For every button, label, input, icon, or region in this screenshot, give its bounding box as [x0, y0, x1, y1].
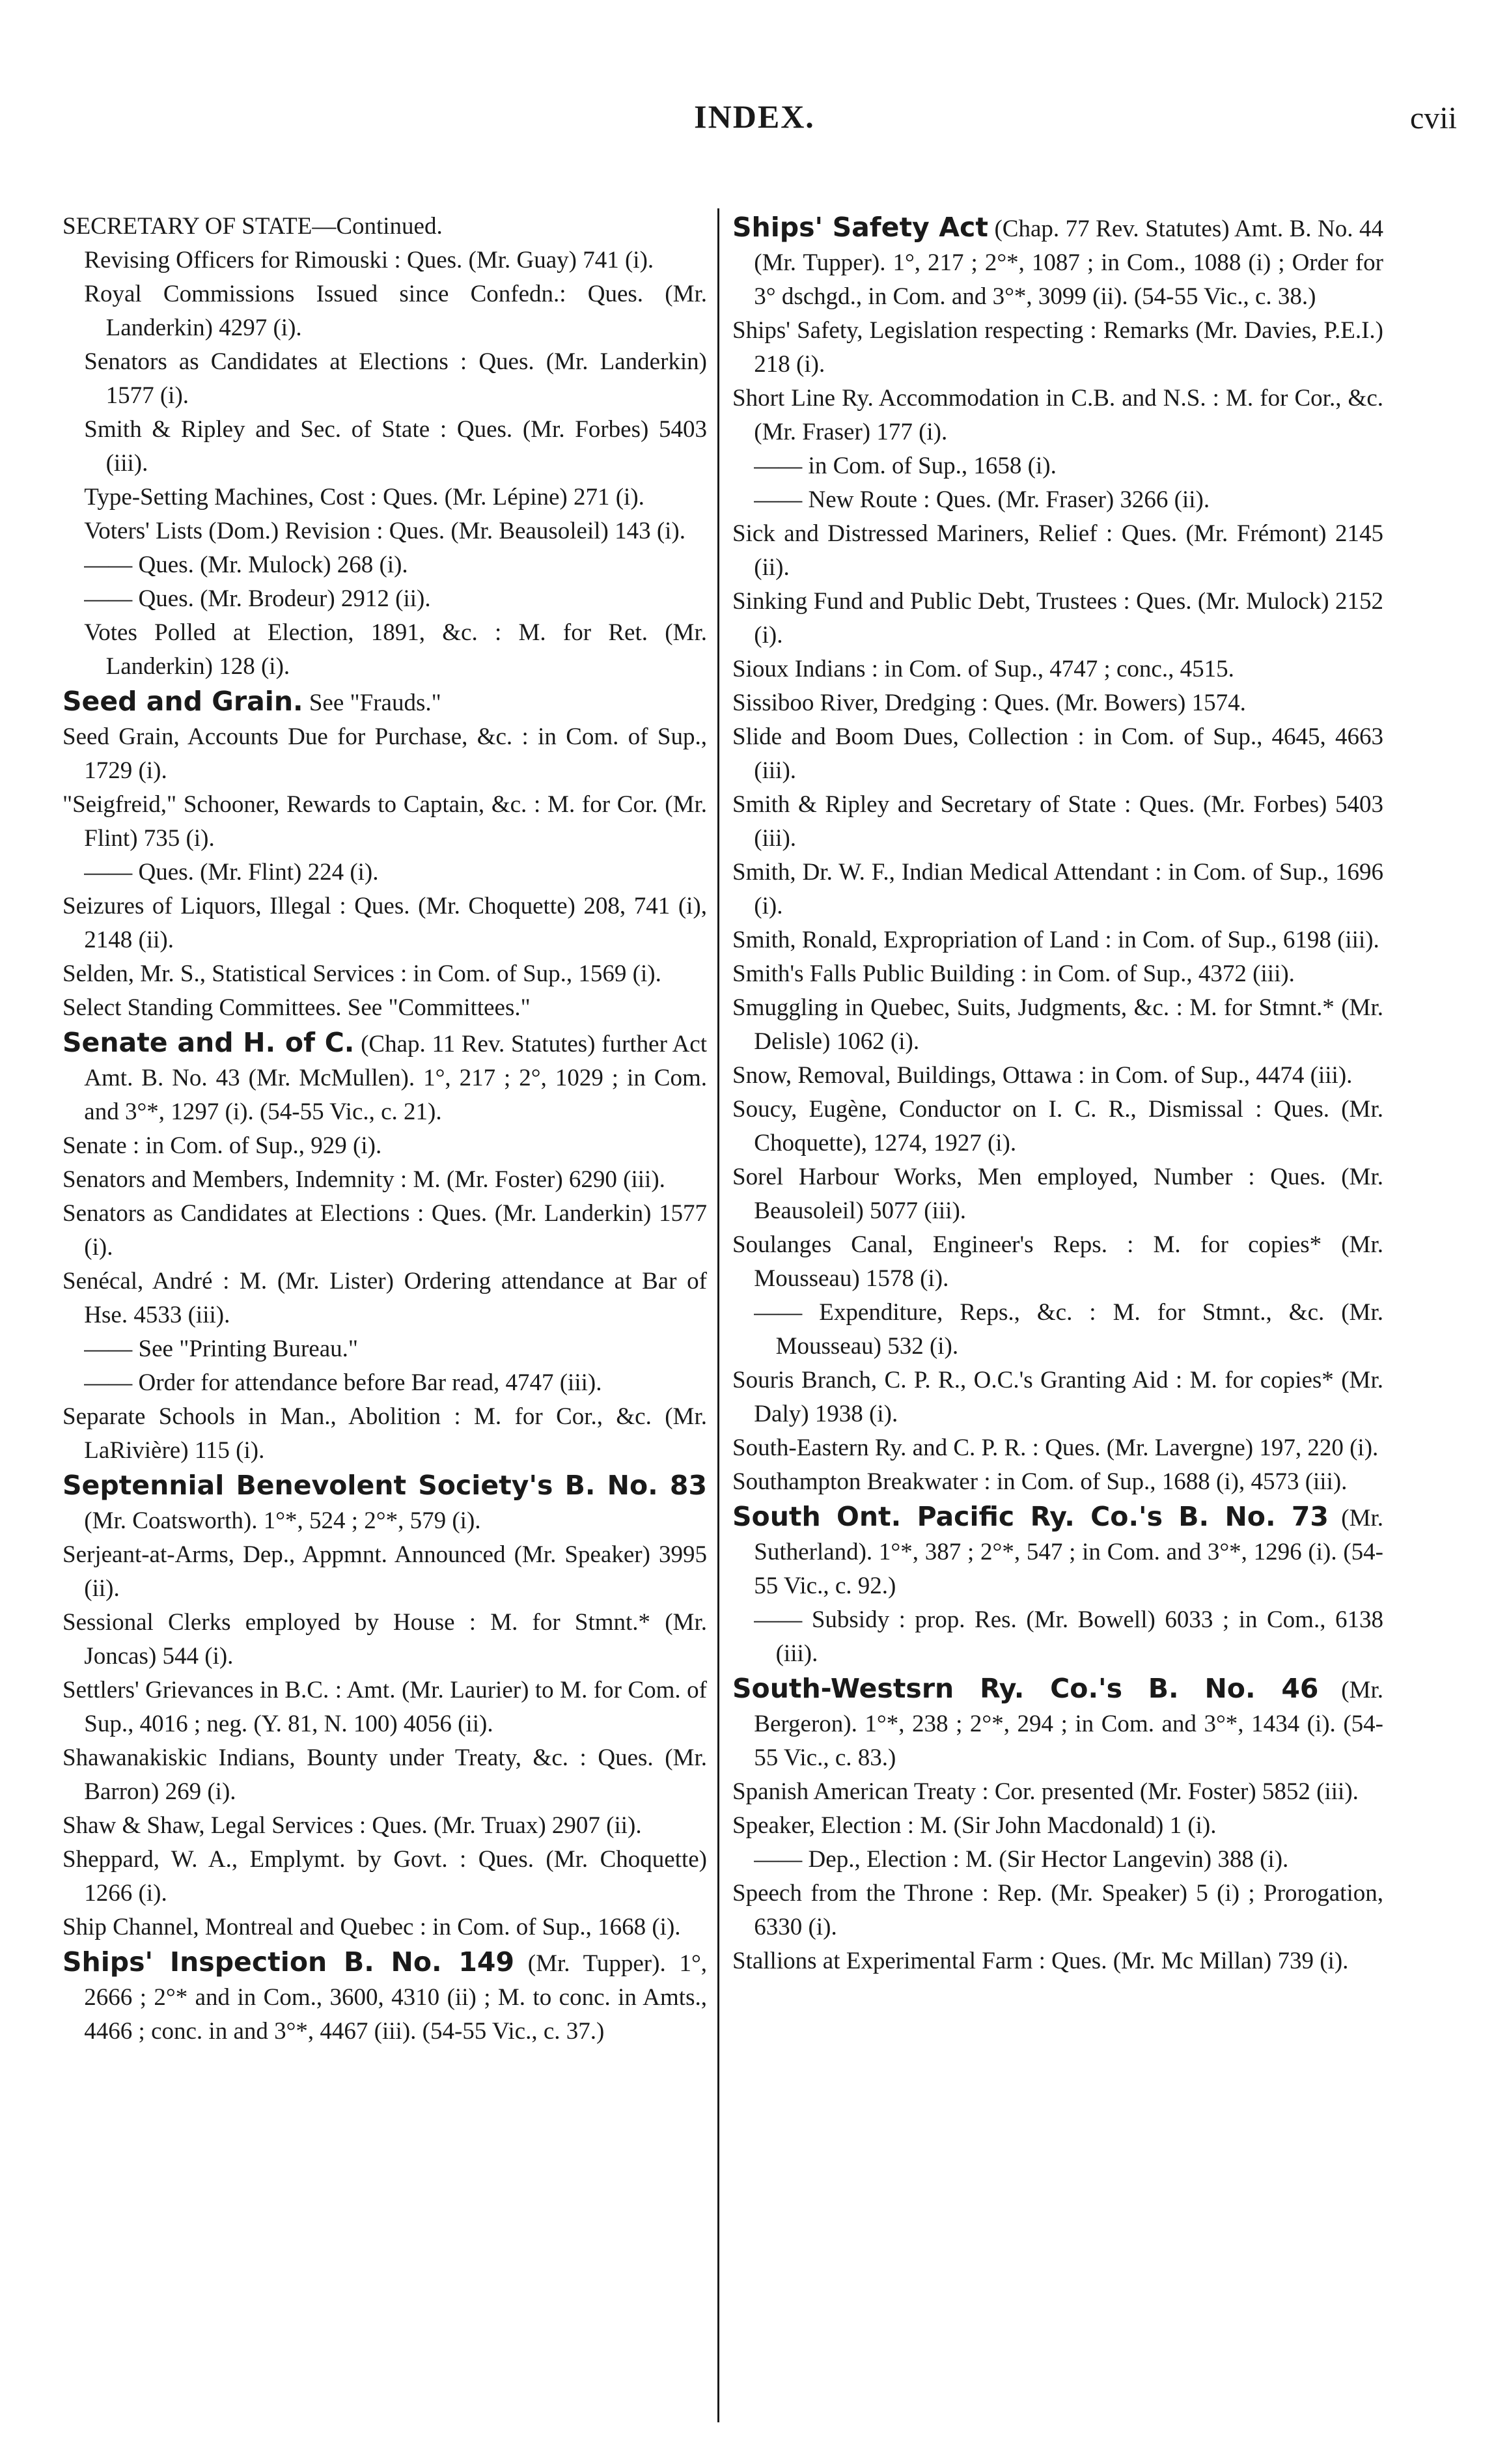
entry-text: Speaker, Election : M. (Sir John Macdonald) 1 (i).: [732, 1812, 1217, 1839]
index-entry: [84, 277, 707, 345]
index-entry: [84, 481, 707, 514]
index-entry: [732, 957, 1383, 991]
index-entry: [62, 1606, 707, 1673]
page-title: INDEX.: [694, 98, 815, 135]
entry-heading: Seed and Grain.: [62, 686, 303, 717]
index-entry: [732, 720, 1383, 788]
entry-text: "Seigfreid," Schooner, Rewards to Captain, &c. : M. for Cor. (Mr. Flint) 735 (i).: [62, 791, 707, 852]
entry-text: Smith, Ronald, Expropriation of Land : in Com. of Sup., 6198 (iii).: [732, 927, 1379, 953]
entry-text: —— Ques. (Mr. Flint) 224 (i).: [84, 859, 379, 886]
index-entry: [732, 517, 1383, 585]
entry-text: Sessional Clerks employed by House : M. for Stmnt.* (Mr. Joncas) 544 (i).: [62, 1609, 707, 1670]
index-entry: [732, 382, 1383, 449]
page-header: [0, 98, 1509, 150]
index-entry: [754, 1843, 1383, 1877]
entry-text: Spanish American Treaty : Cor. presented (Mr. Foster) 5852 (iii).: [732, 1778, 1359, 1805]
entry-heading: Senate and H. of C.: [62, 1027, 355, 1058]
entry-text: —— Ques. (Mr. Mulock) 268 (i).: [84, 552, 408, 578]
entry-text: SECRETARY OF STATE—Continued.: [62, 213, 443, 240]
index-entry: [732, 788, 1383, 856]
entry-text: Snow, Removal, Buildings, Ottawa : in Com. of Sup., 4474 (iii).: [732, 1062, 1353, 1089]
entry-text: Separate Schools in Man., Abolition : M. for Cor., &c. (Mr. LaRivière) 115 (i).: [62, 1403, 707, 1464]
entry-text: Sissiboo River, Dredging : Ques. (Mr. Bowers) 1574.: [732, 690, 1246, 716]
index-entry: [732, 585, 1383, 652]
entry-text: Soucy, Eugène, Conductor on I. C. R., Dismissal : Ques. (Mr. Choquette), 1274, 1927 (i).: [732, 1096, 1383, 1156]
index-column-left: [62, 210, 707, 2049]
entry-text: Slide and Boom Dues, Collection : in Com. of Sup., 4645, 4663 (iii).: [732, 723, 1383, 784]
entry-text: Sick and Distressed Mariners, Relief : Ques. (Mr. Frémont) 2145 (ii).: [732, 520, 1383, 581]
index-entry: [62, 720, 707, 788]
entry-text: Selden, Mr. S., Statistical Services : in Com. of Sup., 1569 (i).: [62, 960, 661, 987]
index-entry: [732, 1364, 1383, 1431]
entry-text: Senécal, André : M. (Mr. Lister) Ordering attendance at Bar of Hse. 4533 (iii).: [62, 1268, 707, 1328]
index-entry: [732, 1944, 1383, 1978]
entry-text: —— Order for attendance before Bar read, 4747 (iii).: [84, 1369, 602, 1396]
index-entry: [62, 991, 707, 1025]
entry-text: (Mr. Coatsworth). 1°*, 524 ; 2°*, 579 (i).: [84, 1507, 481, 1534]
page-number: cvii: [1410, 101, 1457, 135]
index-entry: [84, 244, 707, 277]
entry-heading: Ships' Inspection B. No. 149: [62, 1946, 514, 1978]
entry-text: Sorel Harbour Works, Men employed, Number : Ques. (Mr. Beausoleil) 5077 (iii).: [732, 1164, 1383, 1224]
index-entry: [84, 413, 707, 481]
index-entry: [62, 1163, 707, 1197]
entry-text: (Chap. 11 Rev. Statutes) further Act Amt. B. No. 43 (Mr. McMullen). 1°, 217 ; 2°, 1029 ; in Com. and 3°*, 1297 (i). (54-55 Vic., c. 21).: [84, 1031, 707, 1125]
entry-text: Smith & Ripley and Secretary of State : Ques. (Mr. Forbes) 5403 (iii).: [732, 791, 1383, 852]
index-entry: [84, 1332, 707, 1366]
index-entry: [62, 1265, 707, 1332]
index-entry: [62, 1944, 707, 2049]
entry-heading: Septennial Benevolent Society's B. No. 83: [62, 1470, 707, 1501]
entry-text: —— in Com. of Sup., 1658 (i).: [754, 453, 1057, 479]
entry-text: Smuggling in Quebec, Suits, Judgments, &c. : M. for Stmnt.* (Mr. Delisle) 1062 (i).: [732, 994, 1383, 1055]
index-entry: [732, 686, 1383, 720]
index-entry: [62, 1025, 707, 1129]
entry-text: Votes Polled at Election, 1891, &c. : M. for Ret. (Mr. Landerkin) 128 (i).: [84, 619, 707, 680]
index-entry: [754, 1296, 1383, 1364]
entry-text: Southampton Breakwater : in Com. of Sup., 1688 (i), 4573 (iii).: [732, 1468, 1348, 1495]
entry-text: Short Line Ry. Accommodation in C.B. and N.S. : M. for Cor., &c. (Mr. Fraser) 177 (i).: [732, 385, 1383, 445]
index-entry: [732, 1160, 1383, 1228]
index-entry: [62, 1129, 707, 1163]
index-entry: [732, 210, 1383, 314]
index-entry: [84, 514, 707, 548]
entry-text: Ships' Safety, Legislation respecting : Remarks (Mr. Davies, P.E.I.) 218 (i).: [732, 317, 1383, 378]
entry-text: Seizures of Liquors, Illegal : Ques. (Mr. Choquette) 208, 741 (i), 2148 (ii).: [62, 893, 707, 953]
entry-text: —— Expenditure, Reps., &c. : M. for Stmnt., &c. (Mr. Mousseau) 532 (i).: [754, 1299, 1383, 1360]
entry-text: Shaw & Shaw, Legal Services : Ques. (Mr. Truax) 2907 (ii).: [62, 1812, 642, 1839]
entry-text: Select Standing Committees. See "Committees.": [62, 994, 531, 1021]
index-entry: [732, 652, 1383, 686]
entry-text: Settlers' Grievances in B.C. : Amt. (Mr. Laurier) to M. for Com. of Sup., 4016 ; neg. (Y. 81, N. 100) 4056 (ii).: [62, 1677, 707, 1737]
index-entry: [732, 1465, 1383, 1499]
index-entry: [732, 1059, 1383, 1093]
entry-text: Shawanakiskic Indians, Bounty under Treaty, &c. : Ques. (Mr. Barron) 269 (i).: [62, 1744, 707, 1805]
index-entry: [732, 1499, 1383, 1603]
entry-text: (Chap. 77 Rev. Statutes) Amt. B. No. 44 (Mr. Tupper). 1°, 217 ; 2°*, 1087 ; in Com., 1088 (i) ; Order for 3° dschgd., in Com. and 3°*, 3099 (ii). (54-55 Vic., c. 38.): [754, 216, 1383, 310]
index-entry: [732, 1809, 1383, 1843]
index-entry: [732, 1431, 1383, 1465]
entry-text: (Mr. Sutherland). 1°*, 387 ; 2°*, 547 ; in Com. and 3°*, 1296 (i). (54-55 Vic., c. 92.): [754, 1505, 1384, 1599]
index-entry: [84, 582, 707, 616]
index-entry: [732, 1093, 1383, 1160]
entry-heading: South-Westsrn Ry. Co.'s B. No. 46: [732, 1673, 1319, 1704]
index-entry: [62, 1197, 707, 1265]
entry-text: Soulanges Canal, Engineer's Reps. : M. for copies* (Mr. Mousseau) 1578 (i).: [732, 1231, 1383, 1292]
entry-text: Senate : in Com. of Sup., 929 (i).: [62, 1132, 382, 1159]
entry-text: Royal Commissions Issued since Confedn.: Ques. (Mr. Landerkin) 4297 (i).: [84, 281, 707, 341]
entry-heading: Ships' Safety Act: [732, 212, 988, 243]
index-entry: [62, 1538, 707, 1606]
index-entry: [732, 1775, 1383, 1809]
index-entry: [732, 923, 1383, 957]
index-entry: [732, 991, 1383, 1059]
entry-text: —— Ques. (Mr. Brodeur) 2912 (ii).: [84, 585, 431, 612]
column-divider: [717, 208, 719, 2422]
index-entry: [84, 856, 707, 889]
index-entry: [754, 1603, 1383, 1671]
index-entry: [62, 889, 707, 957]
entry-text: Sioux Indians : in Com. of Sup., 4747 ; conc., 4515.: [732, 656, 1234, 682]
entry-text: Serjeant-at-Arms, Dep., Appmnt. Announced (Mr. Speaker) 3995 (ii).: [62, 1541, 707, 1602]
entry-text: Stallions at Experimental Farm : Ques. (Mr. Mc Millan) 739 (i).: [732, 1948, 1349, 1974]
index-entry: [754, 449, 1383, 483]
entry-text: Senators as Candidates at Elections : Ques. (Mr. Landerkin) 1577 (i).: [84, 348, 707, 409]
index-entry: [732, 314, 1383, 382]
index-entry: [62, 1911, 707, 1944]
index-entry: [62, 1468, 707, 1538]
entry-text: Senators as Candidates at Elections : Ques. (Mr. Landerkin) 1577 (i).: [62, 1200, 707, 1261]
index-entry: [84, 616, 707, 684]
index-entry: [84, 345, 707, 413]
entry-text: —— Subsidy : prop. Res. (Mr. Bowell) 6033 ; in Com., 6138 (iii).: [754, 1606, 1383, 1667]
entry-text: Revising Officers for Rimouski : Ques. (Mr. Guay) 741 (i).: [84, 247, 654, 273]
entry-text: Smith, Dr. W. F., Indian Medical Attendant : in Com. of Sup., 1696 (i).: [732, 859, 1383, 919]
index-entry: [62, 210, 707, 244]
entry-text: —— New Route : Ques. (Mr. Fraser) 3266 (ii).: [754, 486, 1210, 513]
entry-heading: South Ont. Pacific Ry. Co.'s B. No. 73: [732, 1501, 1329, 1532]
index-entry: [62, 1673, 707, 1741]
index-entry: [62, 957, 707, 991]
index-entry: [84, 1366, 707, 1400]
index-entry: [62, 1809, 707, 1843]
entry-text: Smith & Ripley and Sec. of State : Ques. (Mr. Forbes) 5403 (iii).: [84, 416, 707, 477]
entry-text: Sinking Fund and Public Debt, Trustees : Ques. (Mr. Mulock) 2152 (i).: [732, 588, 1383, 649]
entry-text: Senators and Members, Indemnity : M. (Mr. Foster) 6290 (iii).: [62, 1166, 665, 1193]
index-entry: [732, 1228, 1383, 1296]
entry-text: (Mr. Tupper). 1°, 2666 ; 2°* and in Com., 3600, 4310 (ii) ; M. to conc. in Amts., 4466 ; conc. in and 3°*, 4467 (iii). (54-55 Vic., c. 37.): [84, 1950, 708, 2045]
index-entry: [732, 1671, 1383, 1775]
entry-text: Voters' Lists (Dom.) Revision : Ques. (Mr. Beausoleil) 143 (i).: [84, 518, 685, 544]
entry-text: See "Frauds.": [309, 690, 441, 716]
index-entry: [62, 788, 707, 856]
index-entry: [62, 684, 707, 720]
index-entry: [84, 548, 707, 582]
entry-text: (Mr. Bergeron). 1°*, 238 ; 2°*, 294 ; in Com. and 3°*, 1434 (i). (54-55 Vic., c. 83.): [754, 1677, 1384, 1771]
entry-text: Sheppard, W. A., Emplymt. by Govt. : Ques. (Mr. Choquette) 1266 (i).: [62, 1846, 707, 1907]
index-entry: [62, 1400, 707, 1468]
index-entry: [62, 1741, 707, 1809]
entry-text: Souris Branch, C. P. R., O.C.'s Granting Aid : M. for copies* (Mr. Daly) 1938 (i).: [732, 1367, 1383, 1427]
entry-text: South-Eastern Ry. and C. P. R. : Ques. (Mr. Lavergne) 197, 220 (i).: [732, 1435, 1379, 1461]
entry-text: Seed Grain, Accounts Due for Purchase, &c. : in Com. of Sup., 1729 (i).: [62, 723, 707, 784]
index-entry: [732, 856, 1383, 923]
entry-text: Ship Channel, Montreal and Quebec : in Com. of Sup., 1668 (i).: [62, 1914, 681, 1940]
entry-text: Speech from the Throne : Rep. (Mr. Speaker) 5 (i) ; Prorogation, 6330 (i).: [732, 1880, 1383, 1940]
entry-text: —— Dep., Election : M. (Sir Hector Langevin) 388 (i).: [754, 1846, 1289, 1873]
entry-text: Smith's Falls Public Building : in Com. of Sup., 4372 (iii).: [732, 960, 1295, 987]
index-entry: [732, 1877, 1383, 1944]
index-entry: [754, 483, 1383, 517]
entry-text: Type-Setting Machines, Cost : Ques. (Mr. Lépine) 271 (i).: [84, 484, 644, 511]
index-column-right: [732, 210, 1383, 1978]
index-entry: [62, 1843, 707, 1911]
entry-text: —— See "Printing Bureau.": [84, 1336, 359, 1362]
